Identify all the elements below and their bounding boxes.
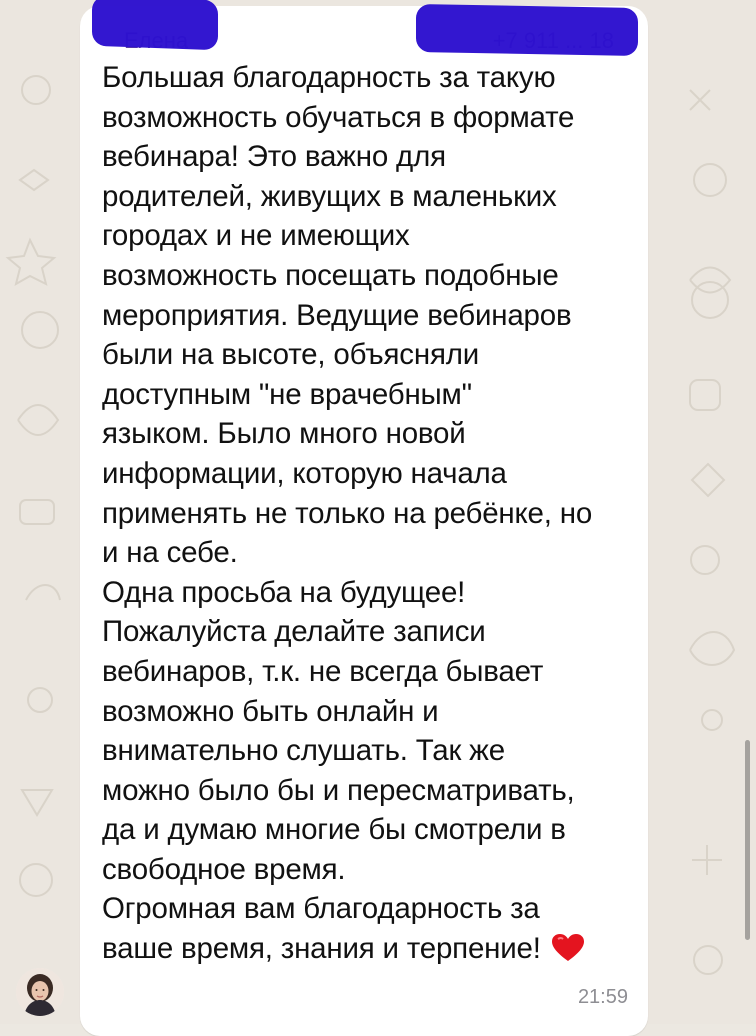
message-line-last-text: ваше время, знания и терпение! (102, 932, 541, 966)
message-line: мероприятия. Ведущие вебинаров (102, 298, 572, 332)
contact-avatar[interactable] (16, 968, 64, 1016)
message-line: возможность посещать подобные (102, 258, 559, 292)
phone-redaction (416, 4, 638, 56)
message-line: да и думаю многие бы смотрели в (102, 813, 566, 847)
message-line: свободное время. (102, 852, 346, 886)
message-line: вебинара! Это важно для (102, 140, 446, 174)
message-line: доступным "не врачебным" (102, 377, 472, 411)
message-line: были на высоте, объясняли (102, 338, 480, 372)
message-bubble[interactable] (80, 6, 648, 1036)
message-line: и на себе. (102, 536, 238, 570)
message-line: возможно быть онлайн и (102, 694, 439, 728)
message-line: внимательно слушать. Так же (102, 734, 505, 768)
message-line: Одна просьба на будущее! (102, 575, 466, 609)
avatar-portrait-icon (16, 968, 64, 1016)
red-heart-icon (551, 933, 585, 963)
message-line: Огромная вам благодарность за (102, 892, 540, 926)
message-line: родителей, живущих в маленьких (102, 179, 557, 213)
message-line: можно было бы и пересматривать, (102, 773, 575, 807)
message-line: вебинаров, т.к. не всегда бывает (102, 654, 544, 688)
message-line: возможность обучаться в формате (102, 100, 575, 134)
message-line: Пожалуйста делайте записи (102, 615, 486, 649)
message-line: информации, которую начала (102, 456, 507, 490)
message-text (102, 58, 638, 969)
message-line-last (102, 929, 638, 969)
sender-header (80, 6, 648, 58)
message-line: Большая благодарность за такую (102, 61, 556, 94)
message-line: городах и не имеющих (102, 219, 410, 253)
message-timestamp: 21:59 (577, 986, 628, 1008)
name-redaction (92, 0, 218, 50)
scroll-indicator[interactable] (745, 740, 750, 940)
message-line: применять не только на ребёнке, но (102, 496, 593, 530)
message-line: языком. Было много новой (102, 417, 466, 451)
